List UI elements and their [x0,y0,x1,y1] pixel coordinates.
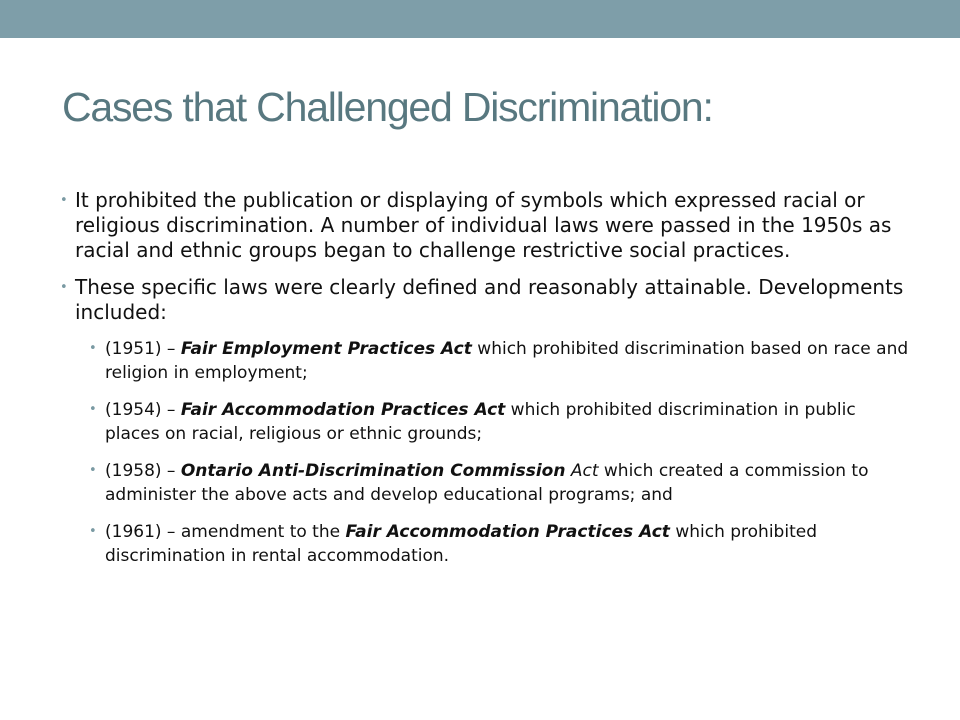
bullet-dot-icon: • [89,524,97,539]
top-accent-bar [0,0,960,38]
bullet-item [60,275,910,325]
sub-bullet-item [60,459,910,507]
slide-body [60,188,910,581]
bullet-dot-icon: • [89,463,97,478]
bullet-dot-icon: • [60,193,68,208]
sub-bullet-text: which prohibited discrimination in rental accommodation. [105,522,817,566]
sub-bullet-item [60,337,910,385]
sub-bullet-text: which prohibited discrimination in public places on racial, religious or ethnic grounds; [105,400,856,444]
act-name: Fair Accommodation Practices Act [180,400,506,420]
sub-bullet-text: which created a commission to administer the above acts and develop educational programs; and [105,461,869,505]
sub-bullet-year: (1961) – amendment to the [105,522,346,542]
sub-bullet-item [60,398,910,446]
bullet-text: These specific laws were clearly defined and reasonably attainable. Developments included: [75,275,904,324]
slide-title: Cases that Challenged Discrimination: [62,84,713,130]
sub-bullet-year: (1958) – [105,461,181,481]
bullet-item [60,188,910,263]
act-name: Fair Accommodation Practices Act [345,522,670,542]
act-name: Fair Employment Practices Act [180,339,472,359]
bullet-text: It prohibited the publication or displaying of symbols which expressed racial or religious discrimination. A number of individual laws were passed in the 1950s as racial and ethnic groups began to challenge restrictive social practices. [75,188,892,262]
sub-bullet-item [60,520,910,568]
bullet-dot-icon: • [89,341,97,356]
sub-bullet-year: (1954) – [105,400,181,420]
bullet-dot-icon: • [89,402,97,417]
act-suffix: Act [565,461,599,481]
act-name: Ontario Anti-Discrimination Commission [180,461,566,481]
bullet-dot-icon: • [60,280,68,295]
sub-bullet-year: (1951) – [105,339,181,359]
sub-bullet-text: which prohibited discrimination based on race and religion in employment; [105,339,909,383]
